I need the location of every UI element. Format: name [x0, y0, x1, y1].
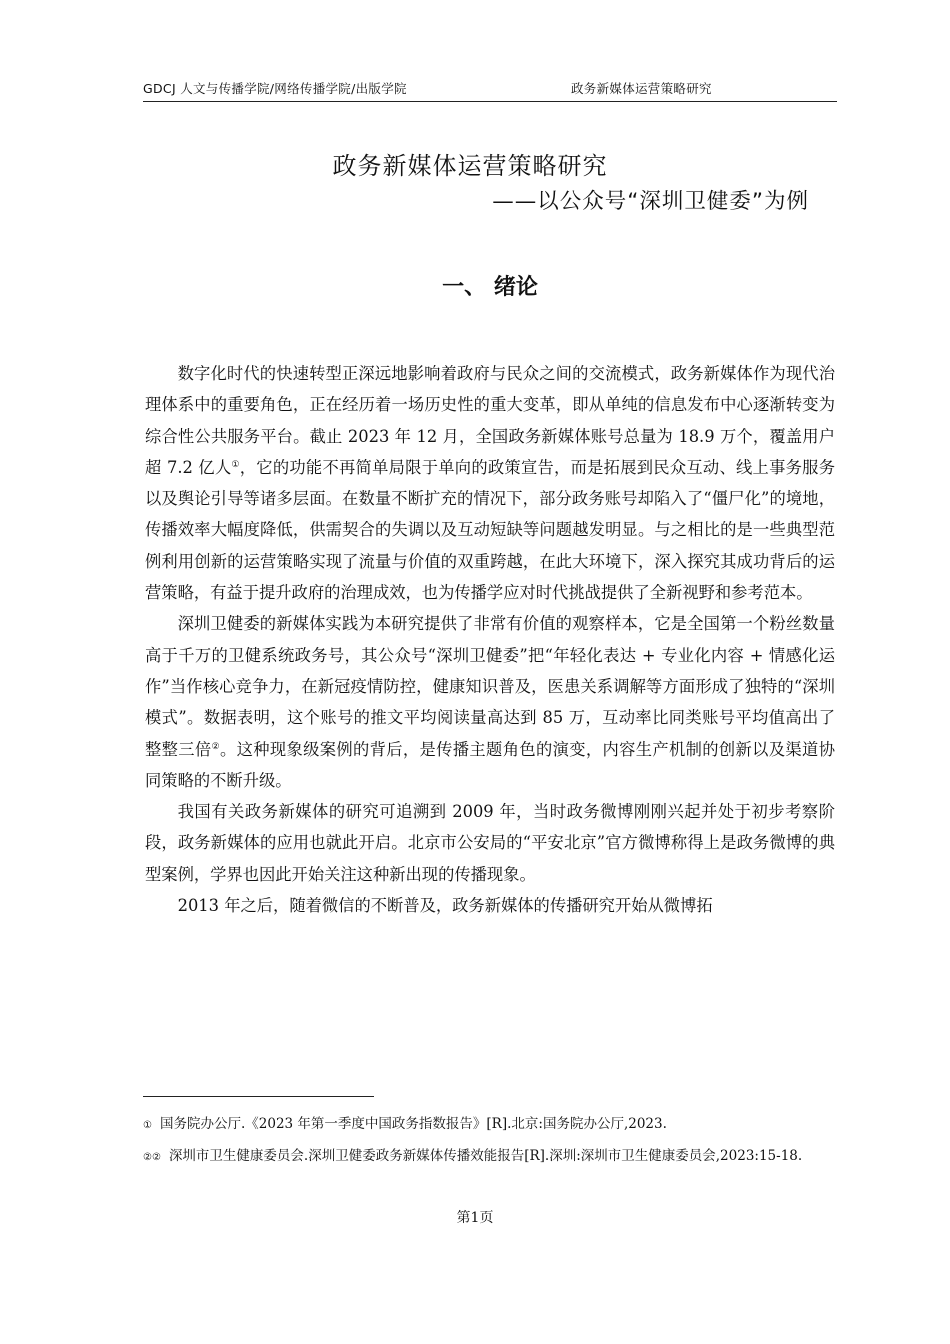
page-number: 第1页 — [456, 1210, 494, 1226]
paragraph-text: 深圳卫健委的新媒体实践为本研究提供了非常有价值的观察样本，它是全国第一个粉丝数量高于千万的卫健系统政务号，其公众号“深圳卫健委”把“年轻化表达 + 专业化内容 + 情感化运作”当作核心竞争力，在新冠疫情防控，健康知识普及，医患关系调解等方面形成了独特的“深圳模式”。数据表明，这个账号的推文平均阅读量高达到 85 万，互动率比同类账号平均值高出了整整三倍 — [145, 614, 835, 759]
footnote-divider — [143, 1096, 374, 1097]
header-short-title: 政务新媒体运营策略研究 — [571, 81, 712, 96]
footnote-ref: ② — [211, 741, 220, 752]
paragraph-text: 我国有关政务新媒体的研究可追溯到 2009 年，当时政务微博刚刚兴起并处于初步考察阶段，政务新媒体的应用也就此开启。北京市公安局的“平安北京”官方微博称得上是政务微博的典型案例，学界也因此开始关注这种新出现的传播现象。 — [145, 802, 835, 884]
paper-subtitle: ——以公众号“深圳卫健委”为例 — [492, 189, 809, 214]
paragraph-text: 数字化时代的快速转型正深远地影响着政府与民众之间的交流模式，政务新媒体作为现代治理体系中的重要角色，正在经历着一场历史性的重大变革，即从单纯的信息发布中心逐渐转变为综合性公共服务平台。截止 2023 年 12 月，全国政务新媒体账号总量为 18.9 万个，覆盖用户超 7.2 亿人 — [145, 364, 835, 477]
paragraph — [145, 608, 835, 796]
paragraph-text: 。这种现象级案例的背后，是传播主题角色的演变，内容生产机制的创新以及渠道协同策略的不断升级。 — [145, 739, 835, 790]
running-header — [143, 79, 837, 102]
footnote — [143, 1109, 837, 1141]
footnote-mark: ②② — [143, 1152, 161, 1163]
paragraph-text: 2013 年之后，随着微信的不断普及，政务新媒体的传播研究开始从微博拓 — [177, 896, 713, 916]
paragraph — [145, 358, 835, 608]
footnote-text: 深圳市卫生健康委员会.深圳卫健委政务新媒体传播效能报告[R].深圳:深圳市卫生健康委员会,2023:15-18. — [168, 1148, 803, 1164]
body-text — [145, 358, 835, 921]
footnote-ref: ① — [231, 459, 240, 470]
paragraph — [145, 890, 835, 921]
paper-title: 政务新媒体运营策略研究 — [332, 152, 608, 180]
footnotes — [143, 1109, 837, 1173]
footnote — [143, 1141, 837, 1173]
footnote-mark: ① — [143, 1120, 152, 1131]
footnote-text: 国务院办公厅.《2023 年第一季度中国政务指数报告》[R].北京:国务院办公厅,2023. — [159, 1116, 667, 1132]
paragraph — [145, 796, 835, 890]
header-institution: GDCJ 人文与传播学院/网络传播学院/出版学院 — [143, 81, 407, 96]
paragraph-text: ，它的功能不再简单局限于单向的政策宣告，而是拓展到民众互动、线上事务服务以及舆论引导等诸多层面。在数量不断扩充的情况下，部分政务账号却陷入了“僵尸化”的境地，传播效率大幅度降低，供需契合的失调以及互动短缺等问题越发明显。与之相比的是一些典型范例利用创新的运营策略实现了流量与价值的双重跨越，在此大环境下，深入探究其成功背后的运营策略，有益于提升政府的治理成效，也为传播学应对时代挑战提供了全新视野和参考范本。 — [145, 457, 836, 603]
section-heading: 一、 绪论 — [442, 275, 538, 300]
